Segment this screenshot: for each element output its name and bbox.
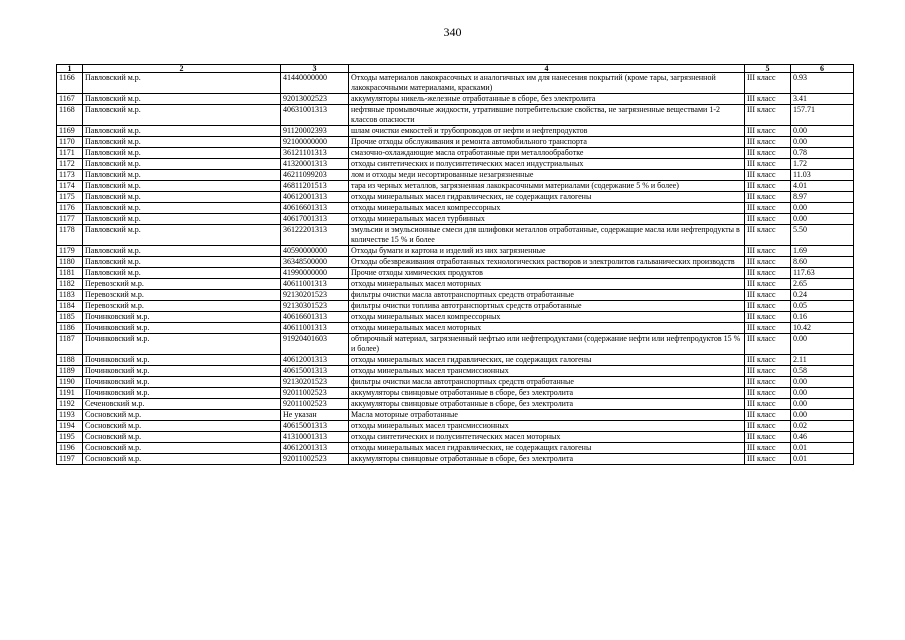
amount-cell: 0.01 — [791, 443, 854, 454]
hazard-class-cell: III класс — [745, 192, 791, 203]
page-number: 340 — [443, 25, 462, 39]
waste-name-cell: отходы минеральных масел гидравлических, не содержащих галогены — [349, 443, 745, 454]
amount-cell: 0.00 — [791, 126, 854, 137]
table-row — [57, 443, 854, 454]
row-number-cell: 1194 — [57, 421, 83, 432]
hazard-class-cell: III класс — [745, 73, 791, 94]
district-cell: Починковский м.р. — [83, 388, 281, 399]
table-row — [57, 214, 854, 225]
row-number-cell: 1196 — [57, 443, 83, 454]
district-cell: Починковский м.р. — [83, 334, 281, 355]
amount-cell: 0.05 — [791, 301, 854, 312]
waste-code-cell: 40617001313 — [281, 214, 349, 225]
amount-cell: 0.00 — [791, 214, 854, 225]
amount-cell: 0.01 — [791, 454, 854, 465]
waste-name-cell: Масла моторные отработанные — [349, 410, 745, 421]
table-row — [57, 312, 854, 323]
amount-cell: 0.46 — [791, 432, 854, 443]
header-cell: 4 — [349, 65, 745, 73]
waste-code-cell: 40612001313 — [281, 443, 349, 454]
waste-code-cell: 92013002523 — [281, 94, 349, 105]
district-cell: Павловский м.р. — [83, 225, 281, 246]
hazard-class-cell: III класс — [745, 443, 791, 454]
waste-code-cell: 40615001313 — [281, 421, 349, 432]
hazard-class-cell: III класс — [745, 432, 791, 443]
hazard-class-cell: III класс — [745, 148, 791, 159]
row-number-cell: 1170 — [57, 137, 83, 148]
waste-code-cell: 40612001313 — [281, 355, 349, 366]
row-number-cell: 1191 — [57, 388, 83, 399]
waste-code-cell: 92130201523 — [281, 290, 349, 301]
waste-code-cell: 36122201313 — [281, 225, 349, 246]
waste-name-cell: отходы минеральных масел трансмиссионных — [349, 421, 745, 432]
table-row — [57, 355, 854, 366]
district-cell: Павловский м.р. — [83, 137, 281, 148]
waste-code-cell: 41320001313 — [281, 159, 349, 170]
district-cell: Павловский м.р. — [83, 73, 281, 94]
hazard-class-cell: III класс — [745, 355, 791, 366]
hazard-class-cell: III класс — [745, 323, 791, 334]
waste-name-cell: фильтры очистки масла автотранспортных средств отработанные — [349, 377, 745, 388]
waste-name-cell: отходы минеральных масел компрессорных — [349, 312, 745, 323]
hazard-class-cell: III класс — [745, 246, 791, 257]
row-number-cell: 1166 — [57, 73, 83, 94]
amount-cell: 8.97 — [791, 192, 854, 203]
table-row — [57, 421, 854, 432]
amount-cell: 0.00 — [791, 377, 854, 388]
district-cell: Починковский м.р. — [83, 366, 281, 377]
row-number-cell: 1185 — [57, 312, 83, 323]
waste-name-cell: Прочие отходы химических продуктов — [349, 268, 745, 279]
waste-code-cell: 91920401603 — [281, 334, 349, 355]
district-cell: Починковский м.р. — [83, 323, 281, 334]
row-number-cell: 1173 — [57, 170, 83, 181]
table-row — [57, 148, 854, 159]
waste-code-cell: 92130201523 — [281, 377, 349, 388]
hazard-class-cell: III класс — [745, 421, 791, 432]
header-cell: 5 — [745, 65, 791, 73]
table-row — [57, 94, 854, 105]
amount-cell: 2.11 — [791, 355, 854, 366]
district-cell: Перевозский м.р. — [83, 301, 281, 312]
amount-cell: 1.72 — [791, 159, 854, 170]
waste-code-cell: 41440000000 — [281, 73, 349, 94]
waste-code-cell: Не указан — [281, 410, 349, 421]
waste-name-cell: отходы минеральных масел турбинных — [349, 214, 745, 225]
district-cell: Починковский м.р. — [83, 377, 281, 388]
amount-cell: 117.63 — [791, 268, 854, 279]
table-row — [57, 454, 854, 465]
district-cell: Перевозский м.р. — [83, 279, 281, 290]
row-number-cell: 1174 — [57, 181, 83, 192]
amount-cell: 0.00 — [791, 399, 854, 410]
row-number-cell: 1183 — [57, 290, 83, 301]
waste-code-cell: 41990000000 — [281, 268, 349, 279]
waste-name-cell: Отходы материалов лакокрасочных и аналогичных им для нанесения покрытий (кроме тары, загрязненной лакокрасочными материалами, красками) — [349, 73, 745, 94]
row-number-cell: 1186 — [57, 323, 83, 334]
district-cell: Сеченовский м.р. — [83, 399, 281, 410]
amount-cell: 3.41 — [791, 94, 854, 105]
waste-name-cell: смазочно-охлаждающие масла отработанные при металлообработке — [349, 148, 745, 159]
hazard-class-cell: III класс — [745, 279, 791, 290]
table-row — [57, 268, 854, 279]
table-row — [57, 181, 854, 192]
table-row — [57, 410, 854, 421]
table-row — [57, 105, 854, 126]
row-number-cell: 1167 — [57, 94, 83, 105]
amount-cell: 0.78 — [791, 148, 854, 159]
waste-code-cell: 92011002523 — [281, 454, 349, 465]
waste-name-cell: аккумуляторы свинцовые отработанные в сборе, без электролита — [349, 399, 745, 410]
table-row — [57, 399, 854, 410]
hazard-class-cell: III класс — [745, 399, 791, 410]
waste-code-cell: 40616601313 — [281, 203, 349, 214]
hazard-class-cell: III класс — [745, 126, 791, 137]
hazard-class-cell: III класс — [745, 268, 791, 279]
waste-name-cell: отходы минеральных масел трансмиссионных — [349, 366, 745, 377]
header-cell: 1 — [57, 65, 83, 73]
hazard-class-cell: III класс — [745, 214, 791, 225]
waste-name-cell: аккумуляторы никель-железные отработанные в сборе, без электролита — [349, 94, 745, 105]
waste-name-cell: обтирочный материал, загрязненный нефтью или нефтепродуктами (содержание нефти или нефтепродуктов 15 % и более) — [349, 334, 745, 355]
amount-cell: 10.42 — [791, 323, 854, 334]
hazard-class-cell: III класс — [745, 312, 791, 323]
district-cell: Павловский м.р. — [83, 126, 281, 137]
row-number-cell: 1180 — [57, 257, 83, 268]
table-row — [57, 301, 854, 312]
amount-cell: 0.93 — [791, 73, 854, 94]
waste-code-cell: 91120002393 — [281, 126, 349, 137]
waste-code-cell: 40631001313 — [281, 105, 349, 126]
hazard-class-cell: III класс — [745, 105, 791, 126]
table-row — [57, 192, 854, 203]
district-cell: Починковский м.р. — [83, 355, 281, 366]
header-row — [57, 65, 854, 73]
waste-code-cell: 40590000000 — [281, 246, 349, 257]
row-number-cell: 1188 — [57, 355, 83, 366]
row-number-cell: 1193 — [57, 410, 83, 421]
hazard-class-cell: III класс — [745, 137, 791, 148]
waste-name-cell: отходы минеральных масел гидравлических, не содержащих галогены — [349, 192, 745, 203]
waste-code-cell: 92011002523 — [281, 388, 349, 399]
waste-code-cell: 46211099203 — [281, 170, 349, 181]
row-number-cell: 1182 — [57, 279, 83, 290]
row-number-cell: 1168 — [57, 105, 83, 126]
table-row — [57, 290, 854, 301]
district-cell: Сосновский м.р. — [83, 454, 281, 465]
waste-name-cell: отходы минеральных масел моторных — [349, 323, 745, 334]
amount-cell: 157.71 — [791, 105, 854, 126]
waste-name-cell: эмульсии и эмульсионные смеси для шлифовки металлов отработанные, содержащие масла или нефтепродукты в количестве 15 % и более — [349, 225, 745, 246]
table-row — [57, 323, 854, 334]
table-body — [57, 73, 854, 465]
district-cell: Павловский м.р. — [83, 192, 281, 203]
hazard-class-cell: III класс — [745, 301, 791, 312]
table-row — [57, 432, 854, 443]
hazard-class-cell: III класс — [745, 159, 791, 170]
waste-code-cell: 92011002523 — [281, 399, 349, 410]
waste-name-cell: Отходы обезвреживания отработанных технологических растворов и электролитов гальванических производств — [349, 257, 745, 268]
waste-table — [56, 64, 854, 465]
row-number-cell: 1172 — [57, 159, 83, 170]
waste-code-cell: 92130301523 — [281, 301, 349, 312]
waste-code-cell: 40611001313 — [281, 323, 349, 334]
waste-code-cell: 40615001313 — [281, 366, 349, 377]
district-cell: Павловский м.р. — [83, 181, 281, 192]
waste-name-cell: лом и отходы меди несортированные незагрязненные — [349, 170, 745, 181]
hazard-class-cell: III класс — [745, 334, 791, 355]
district-cell: Сосновский м.р. — [83, 443, 281, 454]
amount-cell: 0.16 — [791, 312, 854, 323]
waste-name-cell: тара из черных металлов, загрязненная лакокрасочными материалами (содержание 5 % и более) — [349, 181, 745, 192]
row-number-cell: 1184 — [57, 301, 83, 312]
hazard-class-cell: III класс — [745, 454, 791, 465]
district-cell: Павловский м.р. — [83, 203, 281, 214]
amount-cell: 0.00 — [791, 137, 854, 148]
waste-name-cell: отходы минеральных масел гидравлических, не содержащих галогены — [349, 355, 745, 366]
waste-name-cell: фильтры очистки масла автотранспортных средств отработанные — [349, 290, 745, 301]
hazard-class-cell: III класс — [745, 225, 791, 246]
table-row — [57, 334, 854, 355]
amount-cell: 0.00 — [791, 203, 854, 214]
district-cell: Павловский м.р. — [83, 246, 281, 257]
table-row — [57, 366, 854, 377]
table-row — [57, 126, 854, 137]
row-number-cell: 1189 — [57, 366, 83, 377]
waste-name-cell: Прочие отходы обслуживания и ремонта автомобильного транспорта — [349, 137, 745, 148]
district-cell: Сосновский м.р. — [83, 410, 281, 421]
hazard-class-cell: III класс — [745, 377, 791, 388]
table-row — [57, 246, 854, 257]
table-row — [57, 257, 854, 268]
amount-cell: 5.50 — [791, 225, 854, 246]
waste-name-cell: фильтры очистки топлива автотранспортных средств отработанные — [349, 301, 745, 312]
amount-cell: 1.69 — [791, 246, 854, 257]
row-number-cell: 1195 — [57, 432, 83, 443]
hazard-class-cell: III класс — [745, 170, 791, 181]
district-cell: Павловский м.р. — [83, 148, 281, 159]
table-row — [57, 73, 854, 94]
waste-name-cell: нефтяные промывочные жидкости, утратившие потребительские свойства, не загрязненные веществами 1-2 классов опасности — [349, 105, 745, 126]
waste-name-cell: Отходы бумаги и картона и изделий из них загрязненные — [349, 246, 745, 257]
waste-name-cell: отходы минеральных масел моторных — [349, 279, 745, 290]
amount-cell: 0.58 — [791, 366, 854, 377]
amount-cell: 0.00 — [791, 410, 854, 421]
table-row — [57, 225, 854, 246]
amount-cell: 4.01 — [791, 181, 854, 192]
hazard-class-cell: III класс — [745, 94, 791, 105]
waste-code-cell: 36348500000 — [281, 257, 349, 268]
amount-cell: 0.24 — [791, 290, 854, 301]
district-cell: Павловский м.р. — [83, 170, 281, 181]
amount-cell: 0.02 — [791, 421, 854, 432]
row-number-cell: 1177 — [57, 214, 83, 225]
hazard-class-cell: III класс — [745, 410, 791, 421]
amount-cell: 0.00 — [791, 334, 854, 355]
waste-code-cell: 40611001313 — [281, 279, 349, 290]
row-number-cell: 1187 — [57, 334, 83, 355]
table-row — [57, 137, 854, 148]
table-row — [57, 159, 854, 170]
waste-code-cell: 40616601313 — [281, 312, 349, 323]
amount-cell: 8.60 — [791, 257, 854, 268]
hazard-class-cell: III класс — [745, 388, 791, 399]
hazard-class-cell: III класс — [745, 290, 791, 301]
header-cell: 6 — [791, 65, 854, 73]
waste-name-cell: шлам очистки емкостей и трубопроводов от нефти и нефтепродуктов — [349, 126, 745, 137]
waste-name-cell: отходы синтетических и полусинтетических масел индустриальных — [349, 159, 745, 170]
amount-cell: 0.00 — [791, 388, 854, 399]
waste-name-cell: аккумуляторы свинцовые отработанные в сборе, без электролита — [349, 454, 745, 465]
hazard-class-cell: III класс — [745, 203, 791, 214]
district-cell: Сосновский м.р. — [83, 432, 281, 443]
district-cell: Павловский м.р. — [83, 105, 281, 126]
row-number-cell: 1171 — [57, 148, 83, 159]
row-number-cell: 1179 — [57, 246, 83, 257]
table-row — [57, 279, 854, 290]
hazard-class-cell: III класс — [745, 366, 791, 377]
row-number-cell: 1175 — [57, 192, 83, 203]
waste-code-cell: 46811201513 — [281, 181, 349, 192]
district-cell: Павловский м.р. — [83, 214, 281, 225]
header-cell: 3 — [281, 65, 349, 73]
row-number-cell: 1169 — [57, 126, 83, 137]
district-cell: Сосновский м.р. — [83, 421, 281, 432]
table-row — [57, 203, 854, 214]
waste-code-cell: 41310001313 — [281, 432, 349, 443]
row-number-cell: 1190 — [57, 377, 83, 388]
district-cell: Павловский м.р. — [83, 257, 281, 268]
table-row — [57, 377, 854, 388]
header-cell: 2 — [83, 65, 281, 73]
hazard-class-cell: III класс — [745, 257, 791, 268]
waste-name-cell: аккумуляторы свинцовые отработанные в сборе, без электролита — [349, 388, 745, 399]
district-cell: Павловский м.р. — [83, 268, 281, 279]
amount-cell: 2.65 — [791, 279, 854, 290]
waste-name-cell: отходы минеральных масел компрессорных — [349, 203, 745, 214]
hazard-class-cell: III класс — [745, 181, 791, 192]
district-cell: Починковский м.р. — [83, 312, 281, 323]
district-cell: Павловский м.р. — [83, 94, 281, 105]
amount-cell: 11.03 — [791, 170, 854, 181]
row-number-cell: 1192 — [57, 399, 83, 410]
row-number-cell: 1178 — [57, 225, 83, 246]
district-cell: Павловский м.р. — [83, 159, 281, 170]
waste-name-cell: отходы синтетических и полусинтетических масел моторных — [349, 432, 745, 443]
waste-code-cell: 92100000000 — [281, 137, 349, 148]
row-number-cell: 1197 — [57, 454, 83, 465]
waste-code-cell: 36121101313 — [281, 148, 349, 159]
district-cell: Перевозский м.р. — [83, 290, 281, 301]
row-number-cell: 1181 — [57, 268, 83, 279]
row-number-cell: 1176 — [57, 203, 83, 214]
table-row — [57, 388, 854, 399]
table-row — [57, 170, 854, 181]
waste-code-cell: 40612001313 — [281, 192, 349, 203]
